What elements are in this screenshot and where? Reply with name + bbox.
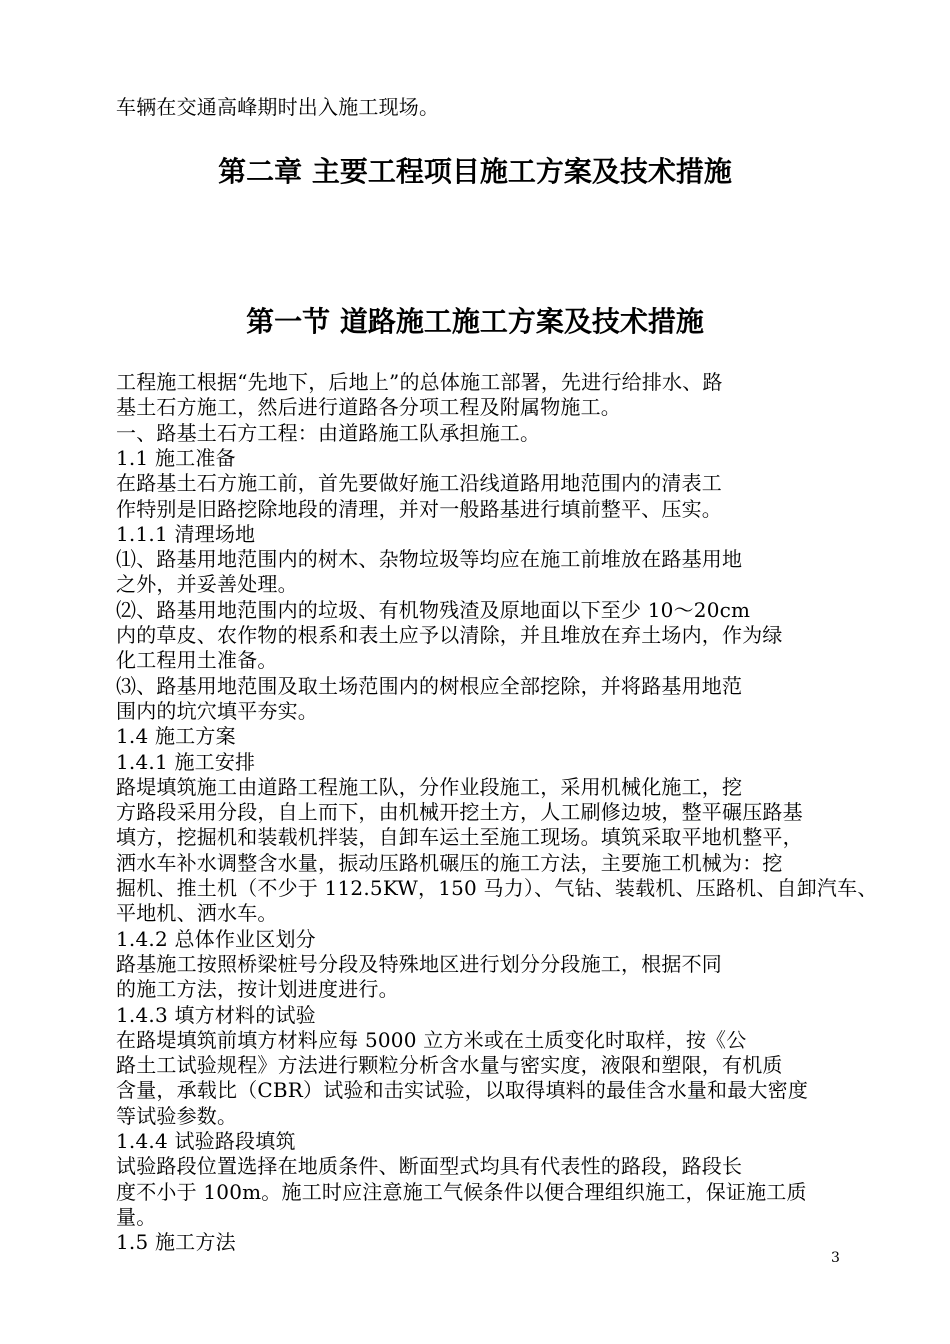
body-line: 1.4.1 施工安排: [116, 749, 256, 774]
body-line: 1.1.1 清理场地: [116, 521, 256, 546]
body-line: 化工程用土准备。: [116, 648, 278, 673]
body-line: 含量，承载比（CBR）试验和击实试验，以取得填料的最佳含水量和最大密度: [116, 1078, 809, 1103]
body-line: ⑴、路基用地范围内的树木、杂物垃圾等均应在施工前堆放在路基用地: [116, 547, 743, 572]
body-line: ⑵、路基用地范围内的垃圾、有机物残渣及原地面以下至少 10～20cm: [116, 597, 751, 622]
body-line: 洒水车补水调整含水量，振动压路机碾压的施工方法，主要施工机械为：挖: [116, 850, 783, 875]
body-line: 1.4.4 试验路段填筑: [116, 1129, 296, 1153]
body-line: 在路基土石方施工前，首先要做好施工沿线道路用地范围内的清表工: [116, 471, 722, 496]
body-line: 方路段采用分段，自上而下，由机械开挖土方，人工刷修边坡，整平碾压路基: [116, 800, 803, 825]
body-line: 掘机、推土机（不少于 112.5KW，150 马力）、气钻、装载机、压路机、自卸汽车、: [116, 876, 878, 900]
body-line: 度不小于 100m。施工时应注意施工气候条件以便合理组织施工，保证施工质: [116, 1179, 807, 1204]
body-line: 等试验参数。: [116, 1103, 238, 1128]
body-line: 1.4.2 总体作业区划分: [116, 926, 316, 951]
body-line: 工程施工根据“先地下，后地上”的总体施工部署，先进行给排水、路: [116, 370, 723, 394]
body-line: 1.4 施工方案: [116, 724, 236, 749]
body-line: 平地机、洒水车。: [116, 901, 278, 926]
body-line: 1.4.3 填方材料的试验: [116, 1002, 316, 1027]
body-line: 1.1 施工准备: [116, 445, 236, 470]
body-line: 试验路段位置选择在地质条件、断面型式均具有代表性的路段，路段长: [116, 1154, 743, 1179]
opening-line: 车辆在交通高峰期时出入施工现场。: [116, 95, 440, 119]
body-line: 内的草皮、农作物的根系和表土应予以清除，并且堆放在弃土场内，作为绿: [116, 623, 783, 647]
body-line: 一、路基土石方工程：由道路施工队承担施工。: [116, 420, 541, 445]
body-line: 路基施工按照桥梁桩号分段及特殊地区进行划分分段施工，根据不同: [116, 951, 722, 976]
body-line: 路堤填筑施工由道路工程施工队，分作业段施工，采用机械化施工，挖: [116, 774, 743, 799]
body-line: 在路堤填筑前填方材料应每 5000 立方米或在土质变化时取样，按《公: [116, 1027, 747, 1052]
body-line: 之外，并妥善处理。: [116, 572, 298, 597]
body-line: 围内的坑穴填平夯实。: [116, 698, 318, 723]
body-line: 基土石方施工，然后进行道路各分项工程及附属物施工。: [116, 395, 621, 420]
chapter-title: 第二章 主要工程项目施工方案及技术措施: [218, 155, 732, 188]
body-line: ⑶、路基用地范围及取土场范围内的树根应全部挖除，并将路基用地范: [116, 673, 743, 698]
body-line: 量。: [116, 1204, 157, 1229]
body-line: 1.5 施工方法: [116, 1230, 236, 1255]
body-line: 的施工方法，按计划进度进行。: [116, 977, 399, 1002]
page-number: 3: [831, 1250, 840, 1266]
body-line: 作特别是旧路挖除地段的清理，并对一般路基进行填前整平、压实。: [116, 496, 722, 521]
body-line: 路土工试验规程》方法进行颗粒分析含水量与密实度，液限和塑限，有机质: [116, 1053, 783, 1078]
section-title: 第一节 道路施工施工方案及技术措施: [246, 305, 704, 338]
body-line: 填方，挖掘机和装载机拌装，自卸车运土至施工现场。填筑采取平地机整平，: [116, 825, 803, 850]
